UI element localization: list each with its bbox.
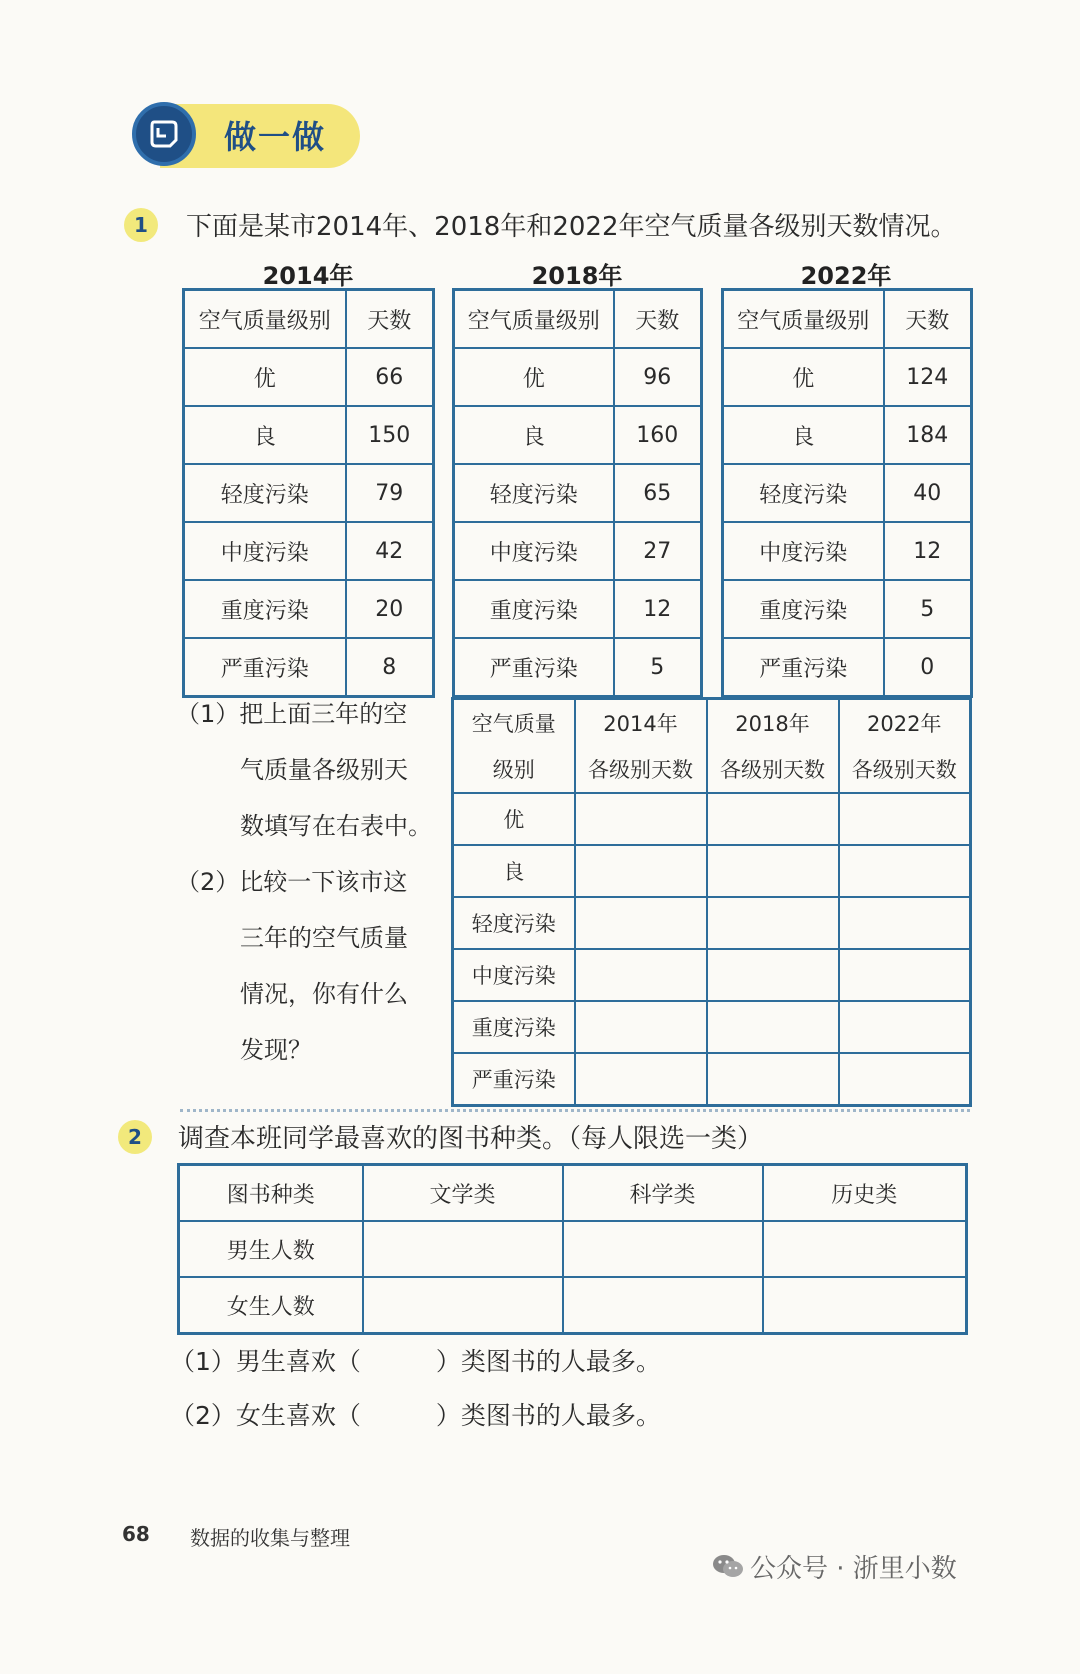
- level-cell: 重度污染: [453, 1001, 575, 1053]
- answer-cell[interactable]: [575, 949, 707, 1001]
- question-text: 下面是某市2014年、2018年和2022年空气质量各级别天数情况。: [186, 212, 957, 242]
- table-row: [453, 1001, 971, 1053]
- answer-cell[interactable]: [839, 1001, 971, 1053]
- answer-cell[interactable]: [763, 1277, 967, 1334]
- fill-blank-2[interactable]: （2）女生喜欢（ ）类图书的人最多。: [170, 1401, 661, 1430]
- level-cell: 中度污染: [184, 522, 346, 580]
- subq2-line2: 三年的空气质量: [240, 924, 408, 952]
- table-row: [723, 464, 972, 522]
- question-number: 2: [118, 1120, 152, 1154]
- header-cell: 空气质量级别: [184, 290, 346, 349]
- header-sub-text: 各级别天数: [720, 758, 825, 782]
- level-cell: 重度污染: [454, 580, 614, 638]
- table-2014: [182, 288, 435, 698]
- combined-table: [451, 697, 972, 1107]
- answer-cell[interactable]: [707, 1053, 839, 1106]
- header-sub-cell: [707, 746, 839, 793]
- table-row: [184, 522, 434, 580]
- table-row: [454, 406, 702, 464]
- table-row: [453, 897, 971, 949]
- level-cell: 轻度污染: [453, 897, 575, 949]
- header-year-cell: [839, 699, 971, 747]
- days-cell: 184: [884, 406, 972, 464]
- page-number: 68: [122, 1522, 150, 1546]
- header-year-cell: [575, 699, 707, 747]
- answer-cell[interactable]: [563, 1221, 763, 1277]
- level-cell: 中度污染: [453, 949, 575, 1001]
- level-cell: 良: [454, 406, 614, 464]
- level-cell: 严重污染: [453, 1053, 575, 1106]
- table-row: [453, 1053, 971, 1106]
- header-cell: 天数: [614, 290, 702, 349]
- header-sub-cell: [839, 746, 971, 793]
- question-number: 1: [124, 208, 158, 242]
- answer-cell[interactable]: [839, 897, 971, 949]
- level-cell: 良: [453, 845, 575, 897]
- answer-cell[interactable]: [575, 793, 707, 845]
- table-row: [454, 580, 702, 638]
- book-header-cell: [563, 1165, 763, 1222]
- days-cell: 12: [884, 522, 972, 580]
- answer-cell[interactable]: [839, 949, 971, 1001]
- table-row: [184, 464, 434, 522]
- book-header-cell: [763, 1165, 967, 1222]
- answer-cell[interactable]: [707, 845, 839, 897]
- answer-cell[interactable]: [707, 793, 839, 845]
- level-cell: 严重污染: [184, 638, 346, 697]
- chapter-title: 数据的收集与整理: [190, 1526, 350, 1550]
- row-label-boys: 男生人数: [226, 1238, 315, 1264]
- table-2018: [452, 288, 703, 698]
- book-table: [177, 1163, 968, 1335]
- days-cell: 12: [614, 580, 702, 638]
- book-header-literature: 文学类: [429, 1182, 496, 1208]
- year-label-2014: 2014年: [262, 262, 354, 290]
- book-header-history: 历史类: [831, 1182, 898, 1208]
- days-cell: 8: [346, 638, 434, 697]
- header-cell: 空气质量级别: [454, 290, 614, 349]
- header-sub-text: 各级别天数: [588, 758, 693, 782]
- section-divider: [180, 1109, 970, 1112]
- year-label-2022: 2022年: [800, 262, 892, 290]
- days-cell: 124: [884, 348, 972, 406]
- wechat-icon: [712, 1553, 744, 1586]
- level-cell: 优: [723, 348, 884, 406]
- watermark-text: 公众号 · 浙里小数: [750, 1554, 957, 1584]
- answer-cell[interactable]: [763, 1221, 967, 1277]
- answer-cell[interactable]: [707, 949, 839, 1001]
- table-2022: [721, 288, 973, 698]
- subq1-line3: 数填写在右表中。: [240, 812, 432, 840]
- days-cell: 160: [614, 406, 702, 464]
- table-row: [723, 522, 972, 580]
- book-header-science: 科学类: [629, 1182, 696, 1208]
- header-cell: 天数: [346, 290, 434, 349]
- table-row: [723, 638, 972, 697]
- days-cell: 20: [346, 580, 434, 638]
- level-cell: 严重污染: [454, 638, 614, 697]
- question-text: 调查本班同学最喜欢的图书种类。（每人限选一类）: [178, 1124, 764, 1154]
- answer-cell[interactable]: [707, 897, 839, 949]
- row-label-cell: [179, 1277, 363, 1334]
- level-cell: 严重污染: [723, 638, 884, 697]
- header-year-2018: 2018年: [735, 712, 810, 736]
- row-label-cell: [179, 1221, 363, 1277]
- header-year-2022: 2022年: [867, 712, 942, 736]
- book-header-cell: [363, 1165, 563, 1222]
- answer-cell[interactable]: [707, 1001, 839, 1053]
- answer-cell[interactable]: [575, 897, 707, 949]
- header-cell: 空气质量级别: [723, 290, 884, 349]
- level-cell: 重度污染: [184, 580, 346, 638]
- level-cell: 重度污染: [723, 580, 884, 638]
- level-cell: 中度污染: [454, 522, 614, 580]
- days-cell: 96: [614, 348, 702, 406]
- days-cell: 5: [614, 638, 702, 697]
- table-row: [454, 464, 702, 522]
- subq2-line3: 情况，你有什么: [240, 980, 408, 1008]
- answer-cell[interactable]: [575, 845, 707, 897]
- days-cell: 42: [346, 522, 434, 580]
- header-level-text-2: 级别: [492, 758, 535, 782]
- answer-cell[interactable]: [839, 845, 971, 897]
- header-sub-cell: [575, 746, 707, 793]
- table-row: [723, 348, 972, 406]
- level-cell: 优: [454, 348, 614, 406]
- table-row: [453, 949, 971, 1001]
- days-cell: 0: [884, 638, 972, 697]
- answer-cell[interactable]: [363, 1221, 563, 1277]
- book-header-kind: 图书种类: [226, 1182, 315, 1208]
- table-row: [723, 580, 972, 638]
- answer-cell[interactable]: [563, 1277, 763, 1334]
- header-year-cell: [707, 699, 839, 747]
- level-cell: 良: [723, 406, 884, 464]
- header-level-cell-2: [453, 746, 575, 793]
- row-label-girls: 女生人数: [226, 1294, 315, 1320]
- level-cell: 轻度污染: [184, 464, 346, 522]
- days-cell: 79: [346, 464, 434, 522]
- fill-blank-1[interactable]: （1）男生喜欢（ ）类图书的人最多。: [170, 1347, 661, 1376]
- table-row: [184, 580, 434, 638]
- table-row: [184, 348, 434, 406]
- days-cell: 5: [884, 580, 972, 638]
- table-row: [179, 1221, 967, 1277]
- answer-cell[interactable]: [839, 793, 971, 845]
- answer-cell[interactable]: [363, 1277, 563, 1334]
- header-cell: 天数: [884, 290, 972, 349]
- level-cell: 优: [453, 793, 575, 845]
- table-row: [454, 638, 702, 697]
- header-year-2014: 2014年: [603, 712, 678, 736]
- activity-icon: [132, 102, 196, 166]
- book-header-cell: [179, 1165, 363, 1222]
- level-cell: 轻度污染: [454, 464, 614, 522]
- answer-cell[interactable]: [575, 1001, 707, 1053]
- table-row: [723, 406, 972, 464]
- table-row: [453, 845, 971, 897]
- level-cell: 优: [184, 348, 346, 406]
- days-cell: 65: [614, 464, 702, 522]
- days-cell: 66: [346, 348, 434, 406]
- table-row: [179, 1277, 967, 1334]
- subq2-line4: 发现？: [240, 1036, 312, 1064]
- table-row: [454, 522, 702, 580]
- level-cell: 中度污染: [723, 522, 884, 580]
- answer-cell[interactable]: [575, 1053, 707, 1106]
- header-sub-text: 各级别天数: [851, 758, 957, 782]
- section-title: 做一做: [224, 118, 327, 156]
- year-label-2018: 2018年: [531, 262, 623, 290]
- subq1-line2: 气质量各级别天: [240, 756, 408, 784]
- watermark: [712, 1548, 957, 1586]
- subq1-line1: （1）把上面三年的空: [176, 700, 408, 728]
- level-cell: 轻度污染: [723, 464, 884, 522]
- subq2-line1: （2）比较一下该市这: [176, 868, 408, 896]
- header-level-cell: [453, 699, 575, 747]
- days-cell: 40: [884, 464, 972, 522]
- days-cell: 27: [614, 522, 702, 580]
- header-level-text: 空气质量: [471, 712, 556, 736]
- table-row: [453, 793, 971, 845]
- table-row: [454, 348, 702, 406]
- level-cell: 良: [184, 406, 346, 464]
- answer-cell[interactable]: [839, 1053, 971, 1106]
- table-row: [184, 406, 434, 464]
- days-cell: 150: [346, 406, 434, 464]
